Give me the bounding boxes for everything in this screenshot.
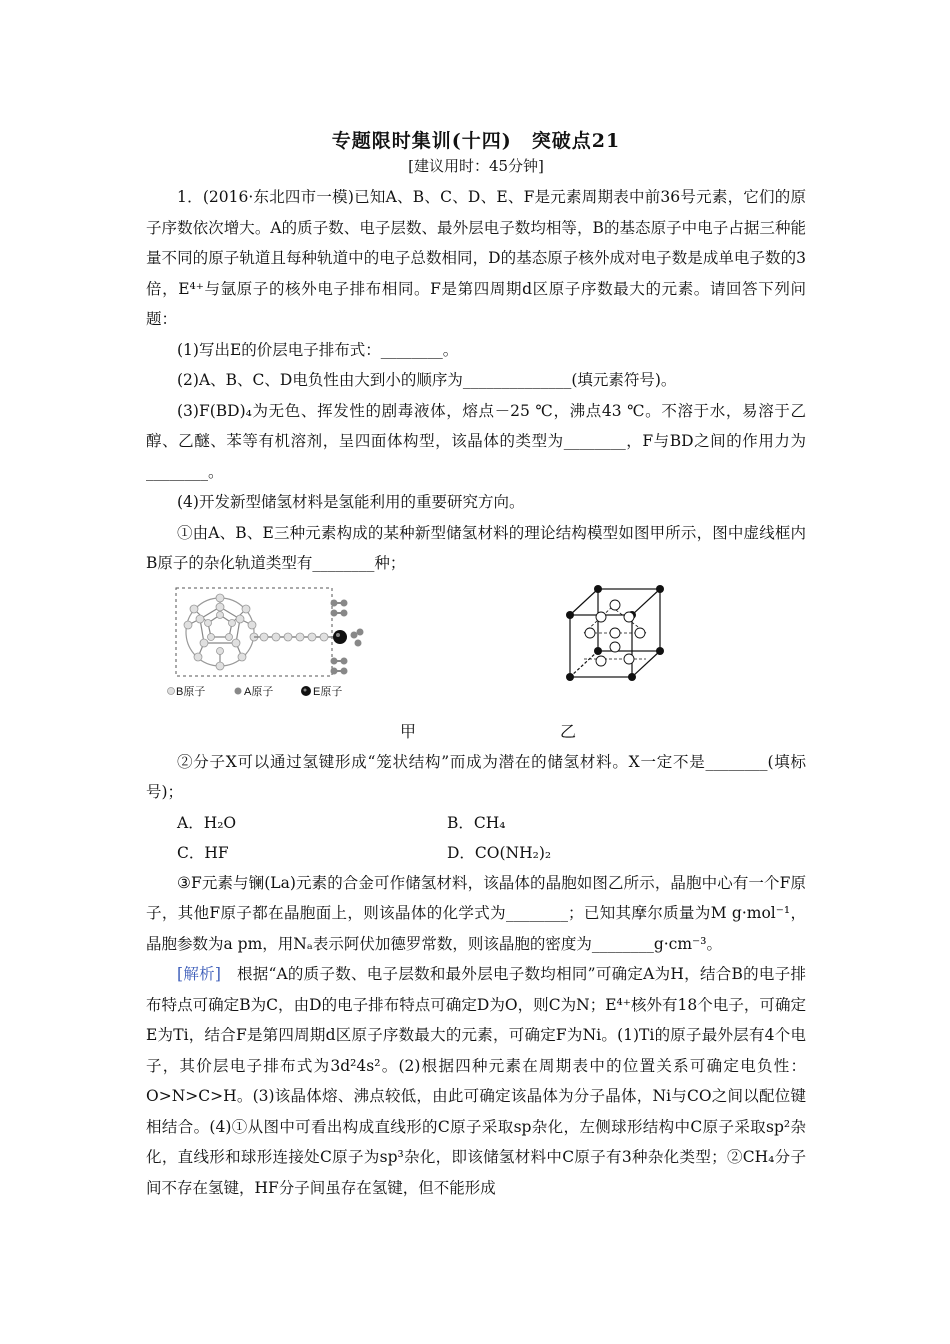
legend-b-label: B原子 bbox=[176, 685, 206, 698]
b-atoms-cage bbox=[184, 594, 258, 670]
question-part-4-1: ①由A、B、E三种元素构成的某种新型储氢材料的理论结构模型如图甲所示，图中虚线框内B原子的杂化轨道类型有________种； bbox=[146, 523, 806, 572]
options-row-1 bbox=[146, 808, 806, 838]
e-atom bbox=[333, 630, 347, 644]
document-page bbox=[146, 120, 806, 1203]
suggested-time: [建议用时：45分钟] bbox=[408, 157, 544, 175]
option-a: A．H₂O bbox=[177, 813, 237, 832]
question-part-4-2: ②分子X可以通过氢键形成“笼状结构”而成为潜在的储氢材料。X一定不是________(填标号)； bbox=[146, 752, 806, 801]
question-stem: 1．(2016·东北四市一模)已知A、B、C、D、E、F是元素周期表中前36号元素，它们的原子序数依次增大。A的质子数、电子层数、最外层电子数均相等，B的基态原子中电子占据三种能量不同的原子轨道且每种轨道中的电子总数相同，D的基态原子核外成对电子数是成单电子数的3倍，E⁴⁺与氩原子的核外电子排布相同。F是第四周期d区原子序数最大的元素。请回答下列问题： bbox=[146, 188, 806, 328]
option-b: B．CH₄ bbox=[447, 813, 506, 832]
option-d: D．CO(NH₂)₂ bbox=[447, 843, 552, 862]
question-part-3: (3)F(BD)₄为无色、挥发性的剧毒液体，熔点－25 ℃，沸点43 ℃。不溶于水，易溶于乙醇、乙醚、苯等有机溶剂，呈四面体构型，该晶体的类型为________，F与BD之间的作用力为________。 bbox=[146, 401, 806, 481]
legend-a-symbol bbox=[235, 687, 242, 694]
analysis-paragraph bbox=[146, 959, 806, 1203]
analysis-tag: [解析] bbox=[177, 965, 221, 983]
legend-b-symbol bbox=[168, 687, 175, 694]
options-row-2 bbox=[146, 838, 806, 868]
question-part-4-3: ③F元素与镧(La)元素的合金可作储氢材料，该晶体的晶胞如图乙所示，晶胞中心有一个F原子，其他F原子都在晶胞面上，则该晶体的化学式为________；已知其摩尔质量为M g·mol⁻¹，晶胞参数为a pm，用Nₐ表示阿伏加德罗常数，则该晶胞的密度为________g·cm⁻³。 bbox=[146, 873, 806, 953]
figure-label-jia: 甲 bbox=[400, 721, 417, 741]
question-part-2: (2)A、B、C、D电负性由大到小的顺序为______________(填元素符号)。 bbox=[177, 371, 677, 389]
figure-label-yi: 乙 bbox=[560, 721, 577, 741]
figure-area bbox=[146, 585, 806, 713]
f-atoms bbox=[585, 600, 645, 666]
figure-labels bbox=[146, 717, 806, 747]
question-part-1: (1)写出E的价层电子排布式：________。 bbox=[177, 340, 459, 359]
legend-e-label: E原子 bbox=[313, 685, 343, 698]
question-part-4: (4)开发新型储氢材料是氢能利用的重要研究方向。 bbox=[177, 493, 525, 511]
page-title: 专题限时集训(十四) 突破点21 bbox=[331, 130, 621, 152]
figure-jia bbox=[146, 585, 436, 713]
analysis-text: 根据“A的质子数、电子层数和最外层电子数均相同”可确定A为H，结合B的电子排布特点可确定B为C，由D的电子排布特点可确定D为O，则C为N；E⁴⁺核外有18个电子，可确定E为Ti，结合F是第四周期d区原子序数最大的元素，可确定F为Ni。(1)Ti的原子最外层有4个电子，其价层电子排布式为3d²4s²。(2)根据四种元素在周期表中的位置关系可确定电负性：O>N>C>H。(3)该晶体熔、沸点较低，由此可确定该晶体为分子晶体，Ni与CO之间以配位键相结合。(4)①从图中可看出构成直线形的C原子采取sp杂化，左侧球形结构中C原子采取sp²杂化，直线形和球形连接处C原子为sp³杂化，即该储氢材料中C原子有3种杂化类型；②CH₄分子间不存在氢键，HF分子间虽存在氢键，但不能形成 bbox=[146, 965, 806, 1197]
figure-yi bbox=[560, 585, 670, 695]
option-c: C．HF bbox=[177, 843, 229, 862]
legend-a-label: A原子 bbox=[244, 685, 274, 698]
